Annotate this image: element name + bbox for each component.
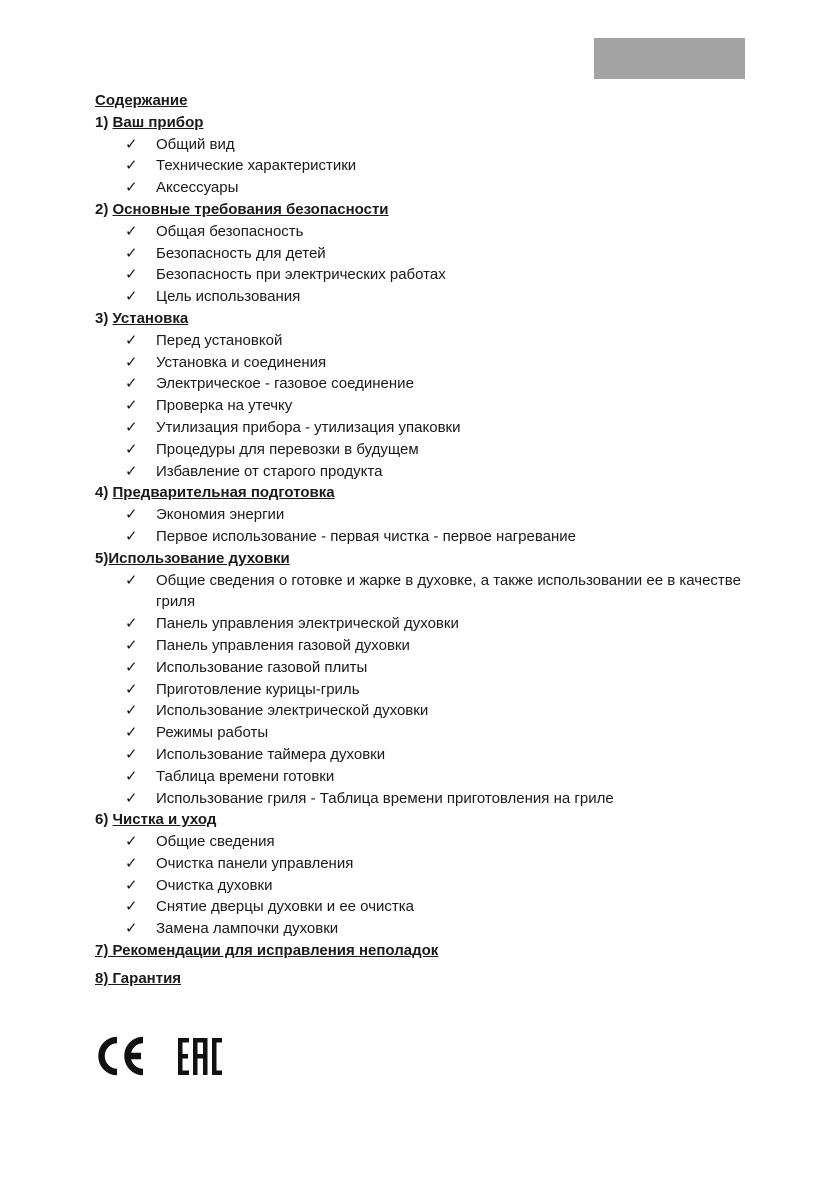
toc-item-label: Замена лампочки духовки xyxy=(156,920,339,938)
certification-marks xyxy=(95,1033,225,1079)
checkmark-icon: ✓ xyxy=(125,461,138,480)
checkmark-icon: ✓ xyxy=(125,788,138,807)
toc-item-label: Экономия энергии xyxy=(156,506,285,524)
eac-mark-icon xyxy=(178,1038,222,1075)
toc-item-label: Приготовление курицы-гриль xyxy=(156,680,360,698)
toc-title: Содержание xyxy=(95,92,188,109)
section-title: Установка xyxy=(112,309,189,327)
section-heading xyxy=(95,199,775,221)
toc-item-label: Технические характеристики xyxy=(156,157,357,175)
checkmark-icon: ✓ xyxy=(125,919,138,938)
toc-item-label: Использование гриля - Таблица времени приготовления на гриле xyxy=(156,789,614,807)
toc-item-label: Процедуры для перевозки в будущем xyxy=(156,440,419,458)
toc-item xyxy=(95,700,775,722)
checkmark-icon: ✓ xyxy=(125,526,138,545)
toc-item-label: Режимы работы xyxy=(156,724,269,742)
toc-item xyxy=(95,264,775,286)
toc-item-label: Общий вид xyxy=(156,135,235,153)
section-number: 4) xyxy=(95,484,113,502)
checkmark-icon: ✓ xyxy=(125,265,138,284)
toc-item xyxy=(95,373,775,395)
checkmark-icon: ✓ xyxy=(125,723,138,742)
checkmark-icon: ✓ xyxy=(125,396,138,415)
toc-item xyxy=(95,788,775,810)
section-number: 6) xyxy=(95,811,113,829)
toc-item xyxy=(95,635,775,657)
section-heading xyxy=(95,482,775,504)
toc-item xyxy=(95,243,775,265)
header-gray-block xyxy=(594,38,745,79)
toc-item xyxy=(95,134,775,156)
checkmark-icon: ✓ xyxy=(125,853,138,872)
checkmark-icon: ✓ xyxy=(125,417,138,436)
toc-item xyxy=(95,766,775,788)
section-number: 5) xyxy=(95,549,109,567)
toc-item xyxy=(95,613,775,635)
checkmark-icon: ✓ xyxy=(125,178,138,197)
toc-item-label: Использование электрической духовки xyxy=(156,702,429,720)
section-number: 3) xyxy=(95,309,113,327)
toc-item-label: Проверка на утечку xyxy=(156,397,293,415)
toc-item xyxy=(95,918,775,940)
toc-item xyxy=(95,570,775,614)
checkmark-icon: ✓ xyxy=(125,744,138,763)
toc-item xyxy=(95,352,775,374)
toc-item xyxy=(95,744,775,766)
section-heading xyxy=(95,968,775,990)
toc-item-label: Избавление от старого продукта xyxy=(156,462,383,480)
section-title: 7) Рекомендации для исправления неполадок xyxy=(95,942,439,960)
checkmark-icon: ✓ xyxy=(125,352,138,371)
toc-item-label: Перед установкой xyxy=(156,331,283,349)
section-title: Основные требования безопасности xyxy=(112,200,389,218)
toc-item-label: Электрическое - газовое соединение xyxy=(156,375,414,393)
section-heading xyxy=(95,112,775,134)
toc-item xyxy=(95,286,775,308)
toc-item xyxy=(95,155,775,177)
section-heading xyxy=(95,548,775,570)
checkmark-icon: ✓ xyxy=(125,657,138,676)
ce-text: CE xyxy=(95,1033,97,1034)
section-number: 1) xyxy=(95,113,113,131)
checkmark-icon: ✓ xyxy=(125,505,138,524)
table-of-contents xyxy=(95,90,775,990)
toc-item-label: Безопасность при электрических работах xyxy=(156,266,446,284)
checkmark-icon: ✓ xyxy=(125,287,138,306)
toc-item-label: Очистка духовки xyxy=(156,876,273,894)
toc-item xyxy=(95,722,775,744)
toc-item xyxy=(95,853,775,875)
toc-item-label: Панель управления электрической духовки xyxy=(156,615,459,633)
section-heading xyxy=(95,940,775,962)
checkmark-icon: ✓ xyxy=(125,374,138,393)
toc-item-label: Таблица времени готовки xyxy=(156,767,335,785)
toc-item xyxy=(95,504,775,526)
section-title: Чистка и уход xyxy=(112,811,217,829)
toc-item xyxy=(95,875,775,897)
section-title: Использование духовки xyxy=(108,549,290,567)
checkmark-icon: ✓ xyxy=(125,701,138,720)
checkmark-icon: ✓ xyxy=(125,243,138,262)
checkmark-icon: ✓ xyxy=(125,875,138,894)
toc-item-label: Общая безопасность xyxy=(156,222,304,240)
checkmark-icon: ✓ xyxy=(125,156,138,175)
toc-item-label: Использование газовой плиты xyxy=(156,658,368,676)
toc-item xyxy=(95,831,775,853)
toc-item xyxy=(95,461,775,483)
toc-sections xyxy=(95,112,775,990)
section-title: Предварительная подготовка xyxy=(112,484,335,502)
toc-item-label: Аксессуары xyxy=(156,179,239,197)
toc-item-label: Использование таймера духовки xyxy=(156,745,386,763)
section-heading xyxy=(95,809,775,831)
toc-item xyxy=(95,417,775,439)
checkmark-icon: ✓ xyxy=(125,897,138,916)
toc-item xyxy=(95,679,775,701)
toc-item-label: Первое использование - первая чистка - первое нагревание xyxy=(156,527,576,545)
toc-item-label: Установка и соединения xyxy=(156,353,327,371)
checkmark-icon: ✓ xyxy=(125,570,138,589)
section-title: 8) Гарантия xyxy=(95,969,182,987)
toc-item xyxy=(95,330,775,352)
section-number: 2) xyxy=(95,200,113,218)
checkmark-icon: ✓ xyxy=(125,330,138,349)
checkmark-icon: ✓ xyxy=(125,832,138,851)
toc-item-label: Панель управления газовой духовки xyxy=(156,636,410,654)
checkmark-icon: ✓ xyxy=(125,614,138,633)
checkmark-icon: ✓ xyxy=(125,221,138,240)
toc-item xyxy=(95,439,775,461)
toc-item-label: Очистка панели управления xyxy=(156,854,354,872)
ce-mark-icon xyxy=(102,1040,144,1072)
toc-item-label: Безопасность для детей xyxy=(156,244,326,262)
checkmark-icon: ✓ xyxy=(125,134,138,153)
toc-item-label: Общие сведения о готовке и жарке в духовке, а также использовании ее в качестве гриля xyxy=(156,571,741,611)
toc-item xyxy=(95,896,775,918)
toc-item-label: Общие сведения xyxy=(156,833,275,851)
checkmark-icon: ✓ xyxy=(125,679,138,698)
toc-item xyxy=(95,221,775,243)
checkmark-icon: ✓ xyxy=(125,766,138,785)
ce-eac-logos xyxy=(95,1033,225,1079)
toc-item-label: Цель использования xyxy=(156,288,301,306)
toc-item-label: Утилизация прибора - утилизация упаковки xyxy=(156,418,461,436)
toc-item xyxy=(95,657,775,679)
section-heading xyxy=(95,308,775,330)
toc-item xyxy=(95,526,775,548)
toc-item xyxy=(95,395,775,417)
toc-item xyxy=(95,177,775,199)
checkmark-icon: ✓ xyxy=(125,439,138,458)
checkmark-icon: ✓ xyxy=(125,635,138,654)
toc-item-label: Снятие дверцы духовки и ее очистка xyxy=(156,898,414,916)
section-title: Ваш прибор xyxy=(112,113,204,131)
